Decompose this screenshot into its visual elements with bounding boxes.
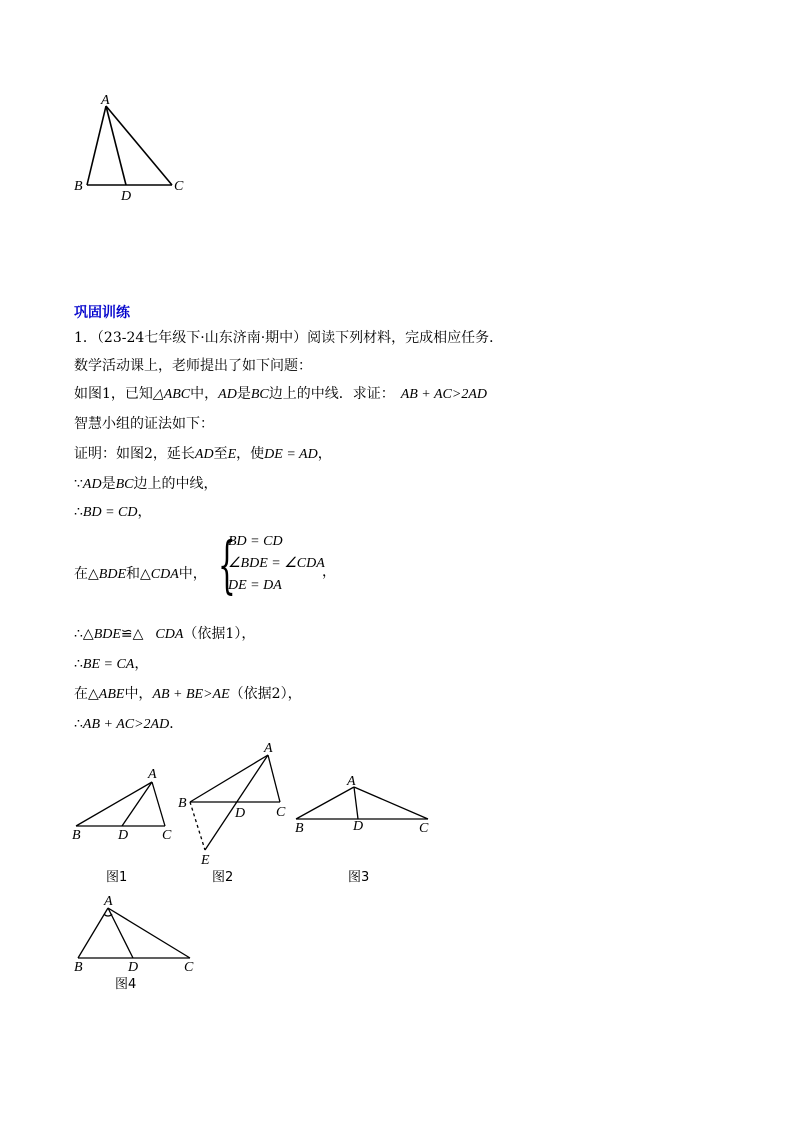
fig1-label-D: D (118, 828, 129, 843)
text: 是 (101, 476, 116, 492)
text: 在△ (74, 566, 99, 582)
figure-3 (296, 787, 428, 819)
fig3-label-C: C (419, 821, 429, 836)
fig2-label-B: B (178, 796, 187, 811)
text: ∴△ (74, 626, 94, 642)
math: BC (115, 477, 134, 492)
text: 边上的中线， (133, 476, 218, 492)
system-eq-2: ∠BDE = ∠CDA (228, 556, 325, 571)
fig1-caption: 图1 (106, 870, 128, 885)
problem-line-8 (74, 564, 207, 585)
fig1-label-B: B (72, 828, 81, 843)
math: DE = AD (264, 447, 318, 462)
fig2-caption: 图2 (212, 870, 234, 885)
text: 在△ (74, 686, 99, 702)
label-A: A (101, 93, 110, 108)
problem-line-4: 智慧小组的证法如下： (74, 416, 214, 432)
text: ， (317, 446, 332, 462)
system-end-punct: ， (322, 564, 336, 580)
math: BD = CD (82, 505, 138, 520)
text: 中， (124, 686, 153, 702)
fig4-label-B: B (74, 960, 83, 975)
math: AD (218, 387, 237, 402)
text: 边上的中线．求证： (268, 386, 395, 402)
problem-line-12 (74, 714, 183, 735)
text: ∴ (74, 504, 83, 520)
text: 中， (190, 386, 219, 402)
problem-line-2: 数学活动课上，老师提出了如下问题： (74, 358, 312, 374)
math: CDA (150, 567, 179, 582)
problem-line-9 (74, 624, 255, 645)
fig2-label-D: D (235, 806, 246, 821)
math: BDE (98, 567, 126, 582)
text: ∴ (74, 716, 83, 732)
label-B: B (74, 179, 83, 194)
problem-line-3 (74, 384, 487, 405)
problem-line-11 (74, 684, 302, 705)
section-heading: 巩固训练 (74, 305, 130, 321)
fig4-label-A: A (104, 894, 113, 909)
system-eq-1: BD = CD (228, 534, 283, 549)
fig2-label-C: C (276, 805, 286, 820)
math: ABE (98, 687, 125, 702)
math: BE = CA (82, 657, 135, 672)
problem-line-6 (74, 474, 217, 495)
fig2-label-E: E (201, 853, 210, 868)
fig2-label-A: A (264, 741, 273, 756)
figure-4 (60, 892, 210, 1002)
math: AD (82, 477, 102, 492)
fig3-label-A: A (347, 774, 356, 789)
figure-2 (190, 755, 280, 850)
text: 中， (178, 566, 207, 582)
fig3-caption: 图3 (348, 870, 370, 885)
math: AD (194, 447, 214, 462)
text: ≌△ (120, 626, 144, 642)
fig3-label-D: D (353, 819, 364, 834)
problem-intro: 1．（23-24七年级下·山东济南·期中）阅读下列材料，完成相应任务． (74, 330, 504, 346)
math: △ABC (152, 387, 191, 402)
text: 是 (236, 386, 251, 402)
problem-line-7 (74, 502, 151, 523)
text: ，使 (236, 446, 265, 462)
text: （依据1）， (183, 626, 256, 642)
math: AB + BE>AE (152, 687, 230, 702)
text: ∴ (74, 656, 83, 672)
fig1-label-C: C (162, 828, 172, 843)
math: BC (250, 387, 269, 402)
fig4-label-D: D (128, 960, 139, 975)
left-brace: { (218, 528, 236, 601)
label-C: C (174, 179, 184, 194)
text: ， (134, 656, 149, 672)
text: 如图1，已知 (74, 386, 153, 402)
fig4-label-C: C (184, 960, 194, 975)
math: BDE (93, 627, 121, 642)
label-D: D (121, 189, 132, 204)
figure-1 (76, 782, 165, 826)
text: ， (137, 504, 152, 520)
text: ． (169, 716, 184, 732)
top-triangle-figure (70, 92, 200, 204)
fig1-label-A: A (148, 767, 157, 782)
math: E (227, 447, 237, 462)
system-eq-3: DE = DA (228, 578, 282, 593)
text: ∵ (74, 476, 83, 492)
text: （依据2）， (229, 686, 302, 702)
math: CDA (155, 627, 184, 642)
text: 和△ (126, 566, 151, 582)
figures-row (60, 740, 460, 890)
text: 至 (213, 446, 228, 462)
text: 证明：如图2，延长 (74, 446, 195, 462)
fig4-caption: 图4 (115, 977, 137, 992)
problem-line-10 (74, 654, 148, 675)
problem-line-5 (74, 444, 332, 465)
math: AB + AC>2AD (400, 387, 487, 402)
math: AB + AC>2AD (82, 717, 170, 732)
fig3-label-B: B (295, 821, 304, 836)
